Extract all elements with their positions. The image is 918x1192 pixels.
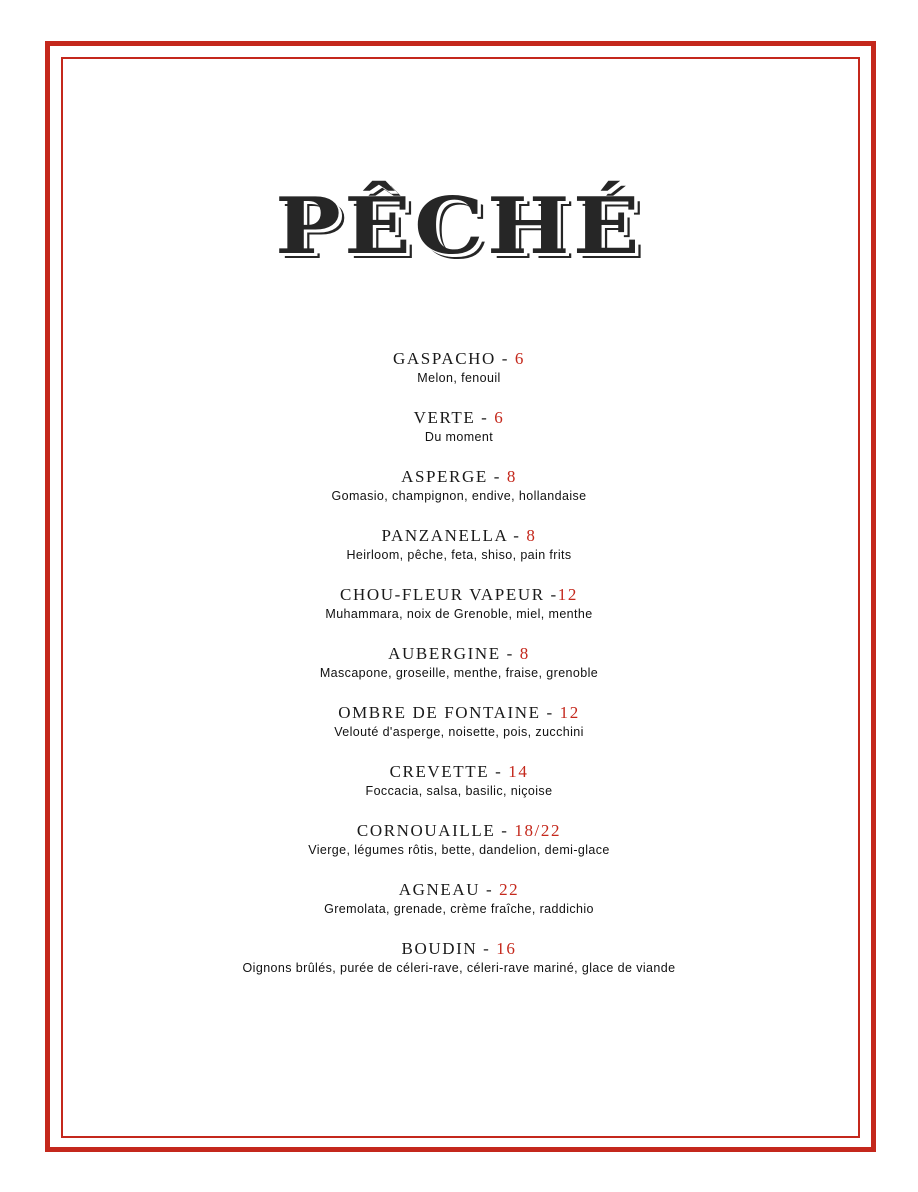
menu-item-gaspacho bbox=[0, 348, 918, 407]
menu-item-title bbox=[0, 702, 918, 724]
item-separator: - bbox=[500, 644, 520, 663]
item-name: AUBERGINE bbox=[388, 644, 501, 663]
menu-item-title bbox=[0, 525, 918, 547]
item-name: BOUDIN bbox=[401, 939, 478, 958]
menu-item-title bbox=[0, 348, 918, 370]
item-description: Du moment bbox=[424, 430, 494, 444]
item-name: CREVETTE bbox=[389, 762, 490, 781]
menu-item-title bbox=[0, 643, 918, 665]
item-separator: - bbox=[544, 585, 558, 604]
item-price: 6 bbox=[494, 408, 505, 427]
item-name: CORNOUAILLE bbox=[356, 821, 496, 840]
item-separator: - bbox=[495, 349, 515, 368]
item-description: Velouté d'asperge, noisette, pois, zucchini bbox=[334, 725, 584, 739]
menu-item-ombre-de-fontaine bbox=[0, 702, 918, 761]
item-description: Gremolata, grenade, crème fraîche, raddichio bbox=[324, 902, 594, 916]
item-price: 8 bbox=[519, 644, 530, 663]
item-description: Vierge, légumes rôtis, bette, dandelion, demi-glace bbox=[308, 843, 610, 857]
menu-item-panzanella bbox=[0, 525, 918, 584]
item-name: PANZANELLA bbox=[381, 526, 508, 545]
item-separator: - bbox=[495, 821, 515, 840]
item-description: Muhammara, noix de Grenoble, miel, menthe bbox=[325, 607, 593, 621]
menu-item-title bbox=[0, 938, 918, 960]
menu-item-asperge bbox=[0, 466, 918, 525]
menu-item-boudin bbox=[0, 938, 918, 997]
menu-item-title bbox=[0, 466, 918, 488]
item-name: AGNEAU bbox=[398, 880, 481, 899]
item-separator: - bbox=[487, 467, 507, 486]
menu-item-title bbox=[0, 584, 918, 606]
item-separator: - bbox=[477, 939, 497, 958]
item-price: 8 bbox=[526, 526, 537, 545]
menu-item-crevette bbox=[0, 761, 918, 820]
item-price: 22 bbox=[499, 880, 520, 899]
item-price: 12 bbox=[559, 703, 580, 722]
item-price: 16 bbox=[496, 939, 517, 958]
menu-item-title bbox=[0, 820, 918, 842]
item-price: 6 bbox=[514, 349, 525, 368]
item-price: 8 bbox=[506, 467, 517, 486]
menu-item-cornouaille bbox=[0, 820, 918, 879]
menu-item-agneau bbox=[0, 879, 918, 938]
item-description: Melon, fenouil bbox=[417, 371, 501, 385]
item-separator: - bbox=[475, 408, 495, 427]
item-description: Heirloom, pêche, feta, shiso, pain frits bbox=[346, 548, 572, 562]
item-price: 14 bbox=[508, 762, 529, 781]
item-description: Foccacia, salsa, basilic, niçoise bbox=[365, 784, 553, 798]
menu-item-verte bbox=[0, 407, 918, 466]
item-separator: - bbox=[507, 526, 527, 545]
item-separator: - bbox=[480, 880, 500, 899]
item-description: Gomasio, champignon, endive, hollandaise bbox=[331, 489, 587, 503]
item-description: Mascapone, groseille, menthe, fraise, grenoble bbox=[319, 666, 599, 680]
item-name: OMBRE DE FONTAINE bbox=[338, 703, 541, 722]
item-separator: - bbox=[540, 703, 560, 722]
menu-item-title bbox=[0, 879, 918, 901]
menu-item-title bbox=[0, 407, 918, 429]
item-name: CHOU-FLEUR VAPEUR bbox=[340, 585, 545, 604]
restaurant-logo: PÊCHÉ bbox=[275, 181, 643, 272]
item-name: ASPERGE bbox=[401, 467, 488, 486]
item-name: VERTE bbox=[413, 408, 476, 427]
menu-list bbox=[0, 348, 918, 997]
item-separator: - bbox=[489, 762, 509, 781]
item-price: 18/22 bbox=[514, 821, 562, 840]
item-price: 12 bbox=[557, 585, 578, 604]
item-name: GASPACHO bbox=[393, 349, 496, 368]
menu-item-aubergine bbox=[0, 643, 918, 702]
menu-item-chou-fleur-vapeur bbox=[0, 584, 918, 643]
menu-item-title bbox=[0, 761, 918, 783]
item-description: Oignons brûlés, purée de céleri-rave, céleri-rave mariné, glace de viande bbox=[242, 961, 676, 975]
